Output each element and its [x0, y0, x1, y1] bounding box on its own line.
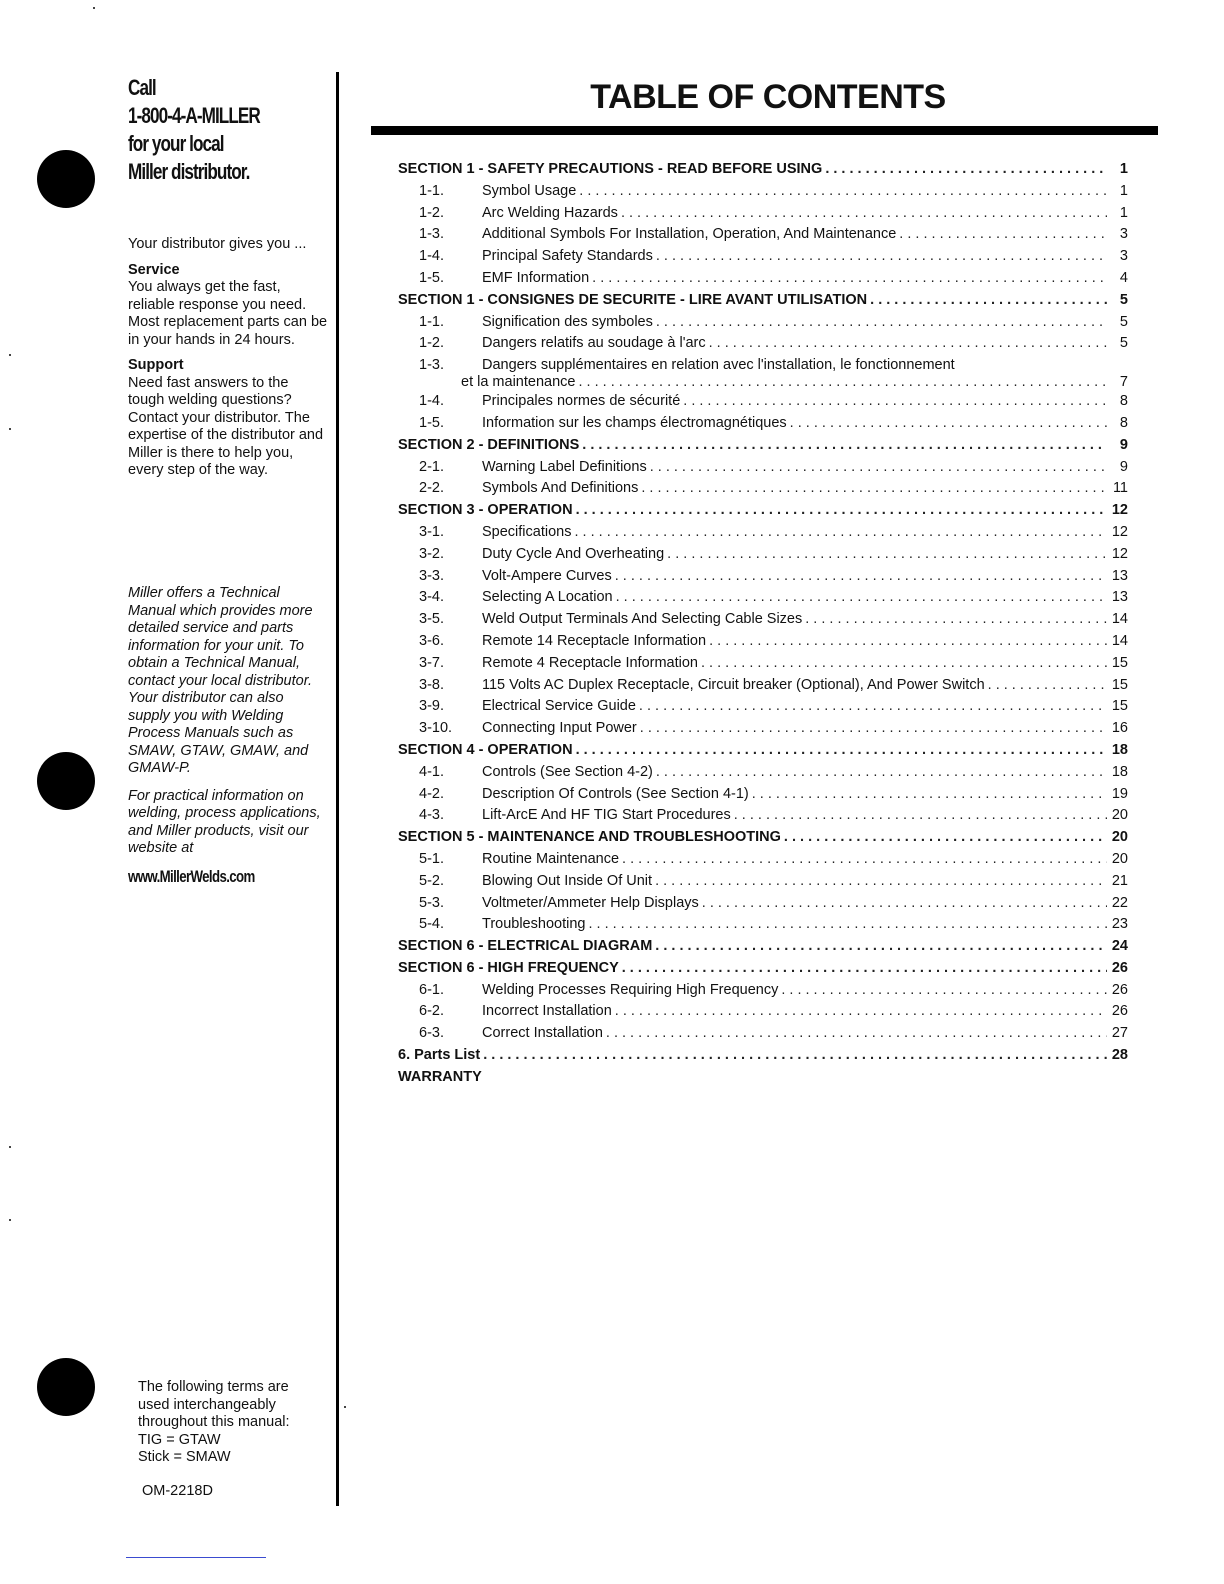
scan-speck	[9, 1219, 11, 1221]
toc-label: Principal Safety Standards	[482, 248, 653, 265]
toc-number: 2-2.	[419, 480, 444, 497]
toc-label: Lift-ArcE And HF TIG Start Procedures	[482, 807, 731, 824]
toc-number: 1-1.	[419, 313, 444, 330]
toc-leader-dots	[574, 524, 1107, 540]
toc-page-number: 20	[1111, 829, 1128, 846]
toc-label: SECTION 5 - MAINTENANCE AND TROUBLESHOOTING	[398, 829, 781, 846]
toc-leader-dots	[606, 1025, 1107, 1041]
toc-entry[interactable]	[398, 393, 1128, 415]
toc-page-number: 18	[1111, 741, 1128, 758]
scan-speck	[344, 1406, 346, 1408]
toc-section-heading[interactable]	[398, 161, 1128, 183]
toc-leader-dots	[825, 161, 1107, 177]
toc-page-number: 12	[1111, 502, 1128, 519]
toc-leader-dots	[621, 205, 1107, 221]
terms-line: TIG = GTAW	[138, 1431, 221, 1448]
toc-leader-dots	[734, 807, 1107, 823]
toc-leader-dots	[709, 633, 1107, 649]
toc-page-number: 22	[1111, 894, 1128, 911]
toc-label: Description Of Controls (See Section 4-1)	[482, 785, 749, 802]
toc-number: 1-1.	[419, 182, 444, 199]
toc-label: Connecting Input Power	[482, 720, 637, 737]
toc-label: EMF Information	[482, 269, 590, 286]
toc-label: Dangers relatifs au soudage à l'arc	[482, 335, 706, 352]
toc-section-heading[interactable]	[398, 292, 1128, 314]
toc-entry[interactable]	[398, 459, 1128, 481]
toc-label: Warning Label Definitions	[482, 458, 647, 475]
toc-label: Blowing Out Inside Of Unit	[482, 872, 653, 889]
toc-leader-dots	[592, 270, 1107, 286]
toc-page-number: 14	[1111, 611, 1128, 628]
scan-speck	[9, 1146, 11, 1148]
toc-label: Selecting A Location	[482, 589, 613, 606]
service-text: You always get the fast, reliable response you need. Most replacement parts can be in your hands in 24 hours.	[128, 279, 328, 348]
toc-entry[interactable]	[398, 895, 1128, 917]
toc-number: 3-3.	[419, 567, 444, 584]
scan-speck	[93, 7, 95, 9]
toc-label: Incorrect Installation	[482, 1003, 612, 1020]
toc-entry[interactable]	[398, 1003, 1128, 1025]
toc-label: SECTION 2 - DEFINITIONS	[398, 436, 580, 453]
toc-entry[interactable]	[398, 1025, 1128, 1047]
title-rule	[371, 126, 1158, 135]
toc-number: 4-3.	[419, 807, 444, 824]
terms-note	[138, 1379, 328, 1467]
call-line: Miller distributor.	[128, 159, 250, 184]
toc-page-number: 19	[1111, 785, 1128, 802]
toc-leader-dots	[656, 764, 1107, 780]
toc-page-number: 15	[1111, 654, 1128, 671]
toc-label: Signification des symboles	[482, 313, 653, 330]
punch-hole-top	[37, 150, 95, 208]
toc-leader-dots	[615, 1003, 1107, 1019]
toc-leader-dots	[656, 248, 1107, 264]
toc-label: Correct Installation	[482, 1025, 603, 1042]
toc-number: 1-2.	[419, 204, 444, 221]
toc-number: 5-4.	[419, 916, 444, 933]
toc-entry[interactable]	[398, 480, 1128, 502]
punch-hole-bottom	[37, 1358, 95, 1416]
toc-number: 1-5.	[419, 414, 444, 431]
scan-speck	[9, 354, 11, 356]
toc-number: 1-4.	[419, 248, 444, 265]
toc-leader-dots	[579, 183, 1107, 199]
toc-page-number: 3	[1119, 226, 1128, 243]
toc-page-number: 24	[1111, 938, 1128, 955]
toc-number: 1-3.	[419, 226, 444, 243]
toc-page-number: 12	[1111, 545, 1128, 562]
toc-number: 3-1.	[419, 523, 444, 540]
support-heading: Support	[128, 357, 184, 373]
toc-leader-dots	[640, 720, 1107, 736]
toc-page-number: 8	[1119, 393, 1128, 410]
footer-rule	[126, 1557, 266, 1558]
website-link[interactable]: www.MillerWelds.com	[128, 867, 255, 886]
toc-entry[interactable]	[398, 335, 1128, 357]
toc-page-number: 15	[1111, 698, 1128, 715]
toc-number: 3-9.	[419, 698, 444, 715]
toc-warranty[interactable]	[398, 1069, 1128, 1091]
toc-leader-dots	[656, 314, 1107, 330]
toc-number: 3-2.	[419, 545, 444, 562]
toc-label-continued: et la maintenance	[461, 374, 576, 391]
toc-entry[interactable]	[398, 546, 1128, 568]
toc-label: Specifications	[482, 523, 572, 540]
toc-leader-dots	[641, 480, 1107, 496]
toc-page-number: 1	[1119, 182, 1128, 199]
toc-label: Principales normes de sécurité	[482, 393, 681, 410]
toc-leader-dots	[650, 459, 1107, 475]
toc-section-heading[interactable]	[398, 742, 1128, 764]
toc-leader-dots	[622, 851, 1107, 867]
toc-section-heading[interactable]	[398, 960, 1128, 982]
toc-leader-dots	[622, 960, 1107, 976]
call-distributor-callout	[128, 74, 284, 186]
toc-number: 3-5.	[419, 611, 444, 628]
toc-label: Dangers supplémentaires en relation avec l'installation, le fonctionnement	[482, 357, 955, 374]
call-line: for your local	[128, 131, 224, 156]
toc-leader-dots	[615, 568, 1107, 584]
toc-page-number: 3	[1119, 248, 1128, 265]
toc-leader-dots	[483, 1047, 1107, 1063]
toc-section-heading[interactable]	[398, 437, 1128, 459]
toc-label: SECTION 3 - OPERATION	[398, 502, 573, 519]
toc-section-heading[interactable]	[398, 829, 1128, 851]
intro-text: Your distributor gives you ...	[128, 236, 307, 252]
toc-page-number: 26	[1111, 1003, 1128, 1020]
toc-number: 3-8.	[419, 676, 444, 693]
toc-leader-dots	[576, 502, 1107, 518]
toc-leader-dots	[702, 895, 1107, 911]
toc-label: Symbol Usage	[482, 182, 577, 199]
toc-label: Arc Welding Hazards	[482, 204, 618, 221]
toc-label: WARRANTY	[398, 1068, 482, 1085]
toc-label: Remote 4 Receptacle Information	[482, 654, 698, 671]
toc-page-number: 26	[1111, 981, 1128, 998]
toc-page-number: 9	[1119, 458, 1128, 475]
toc-page-number: 7	[1119, 374, 1128, 391]
toc-number: 2-1.	[419, 458, 444, 475]
toc-number: 3-6.	[419, 632, 444, 649]
toc-page-number: 16	[1111, 720, 1128, 737]
toc-number: 3-7.	[419, 654, 444, 671]
toc-label: Weld Output Terminals And Selecting Cable Sizes	[482, 611, 803, 628]
toc-entry[interactable]	[398, 226, 1128, 248]
toc-entry[interactable]	[398, 982, 1128, 1004]
terms-line: Stick = SMAW	[138, 1449, 231, 1465]
toc-label: Routine Maintenance	[482, 850, 620, 867]
page-title: TABLE OF CONTENTS	[590, 78, 946, 116]
toc-page-number: 5	[1119, 313, 1128, 330]
toc-page-number: 23	[1111, 916, 1128, 933]
toc-entry[interactable]	[398, 524, 1128, 546]
toc-entry[interactable]	[398, 633, 1128, 655]
toc-leader-dots	[988, 677, 1107, 693]
toc-page-number: 5	[1119, 291, 1128, 308]
toc-leader-dots	[588, 916, 1107, 932]
toc-leader-dots	[870, 292, 1107, 308]
toc-leader-dots	[899, 226, 1107, 242]
terms-line: The following terms are	[138, 1379, 289, 1395]
technical-manual-note	[128, 585, 328, 858]
toc-label: 115 Volts AC Duplex Receptacle, Circuit breaker (Optional), And Power Switch	[482, 676, 985, 693]
toc-entry[interactable]	[398, 248, 1128, 270]
toc-number: 5-2.	[419, 872, 444, 889]
toc-label: Symbols And Definitions	[482, 480, 639, 497]
toc-leader-dots	[655, 873, 1107, 889]
toc-page-number: 20	[1111, 850, 1128, 867]
document-number: OM-2218D	[142, 1483, 213, 1499]
toc-page-number: 1	[1119, 204, 1128, 221]
toc-leader-dots	[790, 415, 1107, 431]
toc-entry[interactable]	[398, 415, 1128, 437]
toc-leader-dots	[701, 655, 1107, 671]
toc-page-number: 1	[1119, 161, 1128, 177]
toc-page-number: 15	[1111, 676, 1128, 693]
toc-entry[interactable]	[398, 807, 1128, 829]
toc-label: Electrical Service Guide	[482, 698, 636, 715]
toc-entry[interactable]	[398, 916, 1128, 938]
support-text: Need fast answers to the tough welding questions? Contact your distributor. The expertise of the distributor and Miller is there to help you, every step of the way.	[128, 374, 324, 478]
toc-label: SECTION 4 - OPERATION	[398, 741, 573, 758]
toc-page-number: 13	[1111, 589, 1128, 606]
toc-leader-dots	[582, 437, 1107, 453]
toc-leader-dots	[781, 982, 1107, 998]
service-heading: Service	[128, 261, 180, 278]
toc-leader-dots	[683, 393, 1107, 409]
toc-page-number: 8	[1119, 414, 1128, 431]
call-line: Call	[128, 75, 156, 100]
toc-label: Volt-Ampere Curves	[482, 567, 612, 584]
toc-entry[interactable]	[398, 764, 1128, 786]
toc-leader-dots	[655, 938, 1107, 954]
toc-entry[interactable]	[398, 611, 1128, 633]
scan-speck	[9, 428, 11, 430]
toc-entry[interactable]	[398, 677, 1128, 699]
toc-label: Voltmeter/Ammeter Help Displays	[482, 894, 699, 911]
toc-page-number: 9	[1119, 436, 1128, 453]
toc-page-number: 14	[1111, 632, 1128, 649]
toc-entry[interactable]	[398, 205, 1128, 227]
toc-number: 6-1.	[419, 981, 444, 998]
toc-page-number: 13	[1111, 567, 1128, 584]
toc-number: 6-2.	[419, 1003, 444, 1020]
toc-page-number: 18	[1111, 763, 1128, 780]
toc-section-heading[interactable]	[398, 1047, 1128, 1069]
toc-label: Remote 14 Receptacle Information	[482, 632, 707, 649]
toc-entry[interactable]	[398, 568, 1128, 590]
table-of-contents	[398, 161, 1128, 1091]
toc-number: 3-10.	[419, 720, 453, 737]
terms-line: used interchangeably	[138, 1396, 276, 1413]
toc-leader-dots	[709, 335, 1107, 351]
toc-page-number: 26	[1111, 959, 1128, 976]
toc-number: 6-3.	[419, 1025, 444, 1042]
toc-page-number: 27	[1111, 1025, 1128, 1042]
toc-number: 4-2.	[419, 785, 444, 802]
punch-hole-middle	[37, 752, 95, 810]
toc-page-number: 5	[1119, 335, 1128, 352]
terms-line: throughout this manual:	[138, 1414, 290, 1430]
toc-entry[interactable]	[398, 357, 1128, 393]
toc-label: SECTION 6 - HIGH FREQUENCY	[398, 959, 619, 976]
toc-label: Troubleshooting	[482, 916, 586, 933]
toc-page-number: 21	[1111, 872, 1128, 889]
toc-label: SECTION 1 - CONSIGNES DE SECURITE - LIRE AVANT UTILISATION	[398, 291, 868, 308]
toc-label: SECTION 1 - SAFETY PRECAUTIONS - READ BEFORE USING	[398, 161, 823, 177]
toc-number: 4-1.	[419, 763, 444, 780]
toc-label: Duty Cycle And Overheating	[482, 545, 665, 562]
toc-entry[interactable]	[398, 655, 1128, 677]
toc-label: 6. Parts List	[398, 1047, 481, 1064]
toc-entry[interactable]	[398, 314, 1128, 336]
toc-leader-dots	[616, 589, 1107, 605]
toc-entry[interactable]	[398, 589, 1128, 611]
toc-entry[interactable]	[398, 270, 1128, 292]
toc-number: 1-2.	[419, 335, 444, 352]
toc-page-number: 28	[1111, 1047, 1128, 1064]
toc-page-number: 11	[1112, 480, 1128, 497]
toc-leader-dots	[576, 742, 1107, 758]
toc-entry[interactable]	[398, 873, 1128, 895]
toc-entry[interactable]	[398, 183, 1128, 205]
toc-page-number: 4	[1119, 269, 1128, 286]
toc-leader-dots	[578, 374, 1107, 390]
toc-entry[interactable]	[398, 851, 1128, 873]
column-divider	[336, 72, 339, 1506]
toc-number: 3-4.	[419, 589, 444, 606]
toc-number: 1-3.	[419, 357, 444, 374]
toc-entry[interactable]	[398, 720, 1128, 742]
toc-entry[interactable]	[398, 786, 1128, 808]
toc-section-heading[interactable]	[398, 938, 1128, 960]
toc-label: Information sur les champs électromagnétiques	[482, 414, 787, 431]
toc-leader-dots	[784, 829, 1107, 845]
distributor-benefits	[128, 236, 328, 480]
toc-page-number: 12	[1111, 523, 1128, 540]
practical-info-text: For practical information on welding, process applications, and Miller products, visit our website at	[128, 787, 321, 856]
toc-number: 1-4.	[419, 393, 444, 410]
toc-label: Welding Processes Requiring High Frequency	[482, 981, 779, 998]
toc-leader-dots	[667, 546, 1107, 562]
toc-leader-dots	[752, 786, 1107, 802]
toc-page-number: 20	[1111, 807, 1128, 824]
toc-number: 5-1.	[419, 850, 444, 867]
toc-label: Additional Symbols For Installation, Operation, And Maintenance	[482, 226, 897, 243]
toc-number: 5-3.	[419, 894, 444, 911]
toc-leader-dots	[805, 611, 1107, 627]
toc-entry[interactable]	[398, 698, 1128, 720]
toc-leader-dots	[639, 698, 1107, 714]
toc-number: 1-5.	[419, 269, 444, 286]
toc-label: Controls (See Section 4-2)	[482, 763, 653, 780]
call-line: 1-800-4-A-MILLER	[128, 103, 260, 128]
manual-text: Miller offers a Technical Manual which provides more detailed service and parts information for your unit. To obtain a Technical Manual, contact your local distributor. Your distributor can also supply you with Welding Process Manuals such as SMAW, GTAW, GMAW, and GMAW-P.	[128, 585, 313, 776]
toc-section-heading[interactable]	[398, 502, 1128, 524]
toc-label: SECTION 6 - ELECTRICAL DIAGRAM	[398, 938, 653, 955]
